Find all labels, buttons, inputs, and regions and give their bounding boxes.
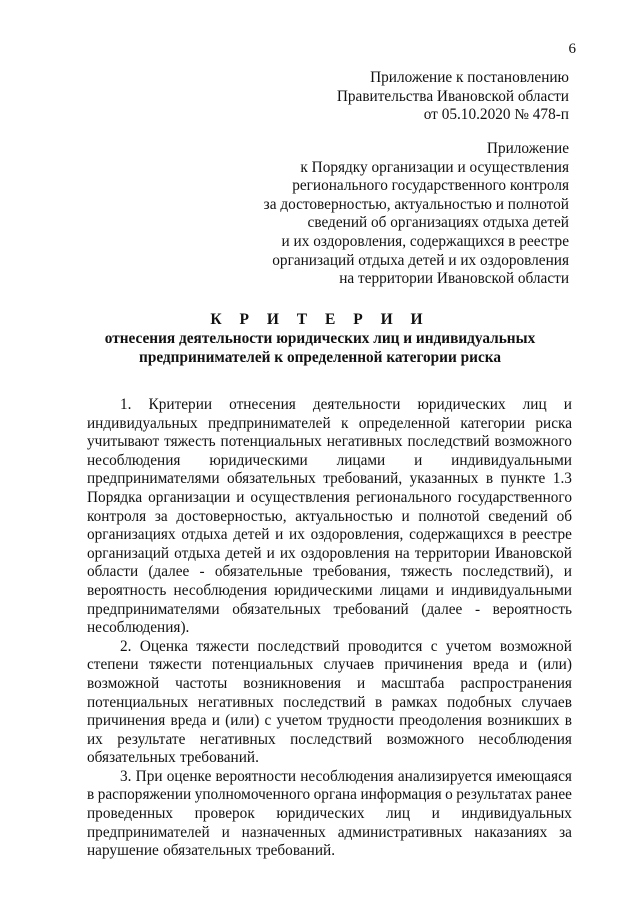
word: обязательных (232, 600, 321, 618)
word: организаций (87, 544, 170, 562)
word: детей (233, 526, 270, 544)
word: потенциальных (220, 433, 322, 451)
word: предпринимателей (207, 414, 331, 432)
paragraph-line (87, 786, 572, 805)
paragraph-line (87, 638, 572, 657)
word: за (154, 507, 168, 525)
word: индивидуальных (461, 805, 572, 823)
paragraph-line (87, 470, 572, 489)
word: преодоления (399, 712, 483, 730)
word: лицами (379, 581, 429, 599)
word: территории (414, 544, 490, 562)
word: с (264, 712, 272, 730)
word: отнесения (229, 396, 296, 413)
word: юридических (276, 805, 365, 823)
word: негативных (199, 730, 276, 748)
word: вреда (472, 656, 509, 674)
word: лицами (336, 451, 386, 469)
word: последствий (257, 637, 340, 655)
paragraph-line (87, 526, 572, 545)
annex-header-line: от 05.10.2020 № 478-п (423, 106, 569, 124)
annex-sub-line: за достоверностью, актуальностью и полнотой (263, 195, 569, 213)
word: в (509, 526, 517, 544)
word: требований, (323, 470, 403, 488)
word: Оценка (139, 637, 189, 655)
paragraph-line (87, 545, 572, 564)
word: предпринимателей (87, 823, 210, 841)
word: последствий (407, 433, 490, 451)
word: (далее (421, 600, 463, 618)
word: возникновения (243, 674, 342, 692)
word: имеющаяся (496, 767, 572, 785)
word: обязательных (87, 749, 176, 767)
word: и (211, 712, 220, 730)
word: риска (535, 414, 572, 432)
word: пункте (500, 470, 546, 488)
word: достоверностью, (176, 507, 287, 525)
word: тяжести (148, 656, 202, 674)
word: негативных (197, 693, 274, 711)
paragraph-line (87, 768, 572, 787)
word: предпринимателями (87, 600, 220, 618)
annex-sub-line: организаций отдыха детей и их оздоровления (272, 251, 569, 269)
word: в (87, 786, 95, 804)
word: вероятность (87, 581, 167, 599)
word: результате (117, 730, 186, 748)
word: случаев (521, 693, 572, 711)
word: о (445, 786, 453, 804)
word: определенной (358, 414, 451, 432)
word: требований. (180, 749, 259, 767)
word: возникших (487, 712, 560, 730)
word: проведенных (87, 805, 174, 823)
annex-sub-line: к Порядку организации и осуществления (300, 158, 569, 176)
word: оздоровления (300, 544, 390, 562)
word: содержащихся (409, 526, 504, 544)
word: уполномоченного (194, 786, 311, 804)
word: их (279, 544, 296, 562)
paragraph-line (87, 452, 572, 471)
word: проверок (194, 805, 255, 823)
word: требований (333, 600, 409, 618)
word: в (374, 693, 383, 711)
word: последствий (283, 693, 366, 711)
word: потенциальных (211, 656, 314, 674)
word: контроля (87, 507, 147, 525)
word: и (401, 507, 410, 525)
word: и (275, 526, 284, 544)
word: административных (337, 823, 463, 841)
word: Порядка (87, 488, 143, 506)
word: обязательных (163, 842, 252, 860)
word: случаев (323, 656, 375, 674)
annex-sub-line: и их оздоровления, содержащихся в реестре (281, 232, 569, 250)
paragraph-line (87, 824, 572, 843)
word: и (266, 544, 275, 562)
word: и (431, 805, 440, 823)
word: Критерии (148, 396, 213, 413)
word: лиц (386, 805, 411, 823)
word: информация (360, 786, 442, 804)
word: несоблюдения (300, 767, 394, 785)
word: масштаба (381, 674, 445, 692)
word: несоблюдения (478, 730, 572, 748)
word: возможной (87, 674, 160, 692)
word: трудности (327, 712, 394, 730)
word: детей (225, 544, 262, 562)
paragraph-line (87, 563, 572, 582)
word: категории (460, 414, 526, 432)
document-title: К Р И Т Е Р И И (210, 311, 430, 328)
word: возможной (499, 637, 572, 655)
paragraph-line (87, 656, 572, 675)
subtitle-line: отнесения деятельности юридических лиц и индивидуальных (104, 330, 536, 347)
word: отдыха (174, 544, 221, 562)
word: оздоровления, (310, 526, 404, 544)
paragraph-line (87, 396, 572, 415)
annex-sub-line: Приложение (486, 140, 569, 157)
word: вероятность (492, 600, 572, 618)
paragraph-line (87, 694, 572, 713)
annex-header (337, 69, 569, 125)
word: несоблюдения (173, 581, 268, 599)
word: вероятности (215, 767, 297, 785)
word: рамках (391, 693, 438, 711)
word: распоряжении (97, 786, 192, 804)
word: в (485, 470, 494, 488)
paragraph (87, 638, 572, 768)
word: При (135, 767, 163, 785)
word: осуществления (250, 488, 350, 506)
word: и (414, 451, 423, 469)
word: области (87, 563, 139, 581)
word: возможного (494, 433, 572, 451)
word: организации (148, 488, 231, 506)
word: степени (87, 656, 139, 674)
word: тяжести (196, 637, 250, 655)
word: учетом (276, 712, 323, 730)
paragraph (87, 396, 572, 638)
word: требования, (312, 563, 391, 581)
word: и (563, 563, 572, 581)
word: юридическими (274, 581, 373, 599)
word: отдыха (181, 526, 228, 544)
word: причинения (384, 656, 463, 674)
word: тяжесть (400, 563, 453, 581)
word: потенциальных (87, 693, 189, 711)
annex-header-line: Приложение к постановлению (370, 69, 569, 86)
word: их (87, 730, 103, 748)
annex-sub-line: сведений об организациях отдыха детей (307, 214, 569, 232)
word: 3. (120, 767, 132, 785)
word: регионального (355, 488, 452, 506)
word: тяжесть (164, 433, 216, 451)
word: оценке (166, 767, 212, 785)
word: в (564, 712, 572, 730)
paragraph-line (87, 712, 572, 731)
word: лиц (522, 396, 547, 413)
word: Ивановской (494, 544, 572, 562)
word: и (435, 581, 444, 599)
paragraph-line (87, 601, 572, 620)
annex-sub-line: регионального государственного контроля (292, 177, 569, 195)
annex-sub-line: на территории Ивановской области (339, 270, 569, 288)
word: негативных (326, 433, 403, 451)
paragraph-line (87, 842, 572, 861)
word: частоты (175, 674, 228, 692)
word: об (556, 507, 572, 525)
word: и (221, 823, 230, 841)
word: возможного (386, 730, 465, 748)
word: требований. (256, 842, 336, 860)
body-text (87, 396, 572, 861)
word: последствий (290, 730, 373, 748)
word: - (474, 600, 481, 618)
paragraph-line (87, 675, 572, 694)
word: юридическими (209, 451, 308, 469)
annex-subheader (264, 140, 569, 289)
word: несоблюдения (87, 451, 181, 469)
word: предпринимателями (87, 470, 220, 488)
word: распространения (460, 674, 572, 692)
word: актуальностью (295, 507, 393, 525)
word: и (519, 656, 528, 674)
word: государственного (457, 488, 572, 506)
page-number: 6 (568, 41, 576, 57)
word: вреда (170, 712, 207, 730)
word: - (199, 563, 205, 581)
paragraph-line (87, 731, 572, 750)
word: деятельности (312, 396, 401, 413)
word: и (357, 674, 366, 692)
word: обязательные (214, 563, 303, 581)
word: (или) (537, 656, 572, 674)
word: последствий), (462, 563, 554, 581)
word: указанных (409, 470, 479, 488)
word: их (289, 526, 305, 544)
word: за (559, 823, 572, 841)
paragraph (87, 768, 572, 861)
word: причинения (87, 712, 166, 730)
subtitle-line: предпринимателей к определенной категории риска (139, 348, 501, 366)
word: 1. (120, 396, 132, 413)
word: назначенных (241, 823, 326, 841)
word: индивидуальными (451, 451, 572, 469)
document-subtitle (60, 330, 580, 367)
paragraph-line (87, 805, 572, 824)
word: проводится (347, 637, 423, 655)
paragraph-line (87, 489, 572, 508)
word: нарушение (87, 842, 159, 860)
word: с (430, 637, 438, 655)
word: учитывают (87, 433, 160, 451)
annex-header-line: Правительства Ивановской области (336, 87, 569, 105)
word: несоблюдения). (87, 619, 190, 637)
word: 1.3 (552, 470, 572, 488)
word: на (394, 544, 410, 562)
paragraph-line (87, 508, 572, 527)
word: и (236, 488, 245, 506)
word: (или) (225, 712, 260, 730)
word: анализируется (397, 767, 493, 785)
word: организациях (87, 526, 176, 544)
word: учетом (445, 637, 492, 655)
paragraph-line (87, 415, 572, 434)
word: (далее (148, 563, 190, 581)
paragraph-line (87, 749, 572, 768)
paragraph-line (87, 433, 572, 452)
word: к (340, 414, 349, 432)
word: наказаниях (474, 823, 548, 841)
word: 2. (120, 637, 132, 655)
word: результатах (456, 786, 533, 804)
word: органа (313, 786, 357, 804)
paragraph-line (87, 619, 572, 638)
word: индивидуальных (87, 414, 198, 432)
word: реестре (522, 526, 572, 544)
word: полнотой (418, 507, 480, 525)
word: юридических (417, 396, 506, 413)
word: сведений (488, 507, 548, 525)
paragraph-line (87, 582, 572, 601)
word: и (563, 396, 572, 413)
word: подобных (447, 693, 512, 711)
word: обязательных (227, 470, 316, 488)
word: индивидуальными (451, 581, 572, 599)
word: ранее (535, 786, 572, 804)
